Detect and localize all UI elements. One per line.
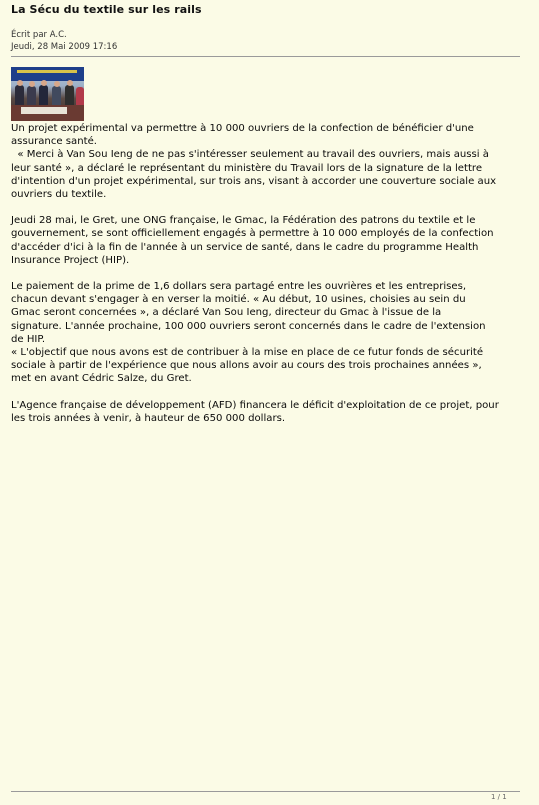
text-line: « Merci à Van Sou Ieng de ne pas s'intéresser seulement au travail des ouvriers, mais aussi à bbox=[11, 149, 489, 161]
footer-divider bbox=[11, 791, 520, 792]
page-number: 1 / 1 bbox=[491, 793, 507, 801]
text-line: Gmac seront concernées », a déclaré Van Sou Ieng, directeur du Gmac à l'issue de la bbox=[11, 307, 442, 319]
paragraph-2 bbox=[11, 214, 521, 267]
header-divider bbox=[11, 56, 520, 57]
photo-person bbox=[76, 87, 84, 107]
photo-person-head bbox=[54, 81, 60, 87]
article-title: La Sécu du textile sur les rails bbox=[11, 3, 202, 16]
text-line: Jeudi 28 mai, le Gret, une ONG française, le Gmac, la Fédération des patrons du textile et le bbox=[11, 215, 476, 227]
photo-banner-stripe bbox=[17, 70, 77, 73]
text-line: d'accéder d'ici à la fin de l'année à un service de santé, dans le cadre du programme Health bbox=[11, 241, 479, 253]
text-line: « L'objectif que nous avons est de contribuer à la mise en place de ce futur fonds de sécurité bbox=[11, 347, 484, 359]
photo-person-head bbox=[17, 80, 23, 86]
article-date: Jeudi, 28 Mai 2009 17:16 bbox=[11, 42, 118, 52]
text-line: les trois années à venir, à hauteur de 650 000 dollars. bbox=[11, 412, 286, 424]
text-line: Insurance Project (HIP). bbox=[11, 254, 130, 266]
photo-documents bbox=[21, 107, 67, 114]
text-line: ouvriers du textile. bbox=[11, 189, 107, 201]
article-body bbox=[11, 122, 521, 425]
paragraph-4 bbox=[11, 399, 521, 425]
text-line: chacun devant s'engager à en verser la moitié. « Au début, 10 usines, choisies au sein du bbox=[11, 294, 466, 306]
text-line: assurance santé. bbox=[11, 136, 98, 148]
text-line: d'intention d'un projet expérimental, sur trois ans, visant à accorder une couverture sociale aux bbox=[11, 175, 497, 187]
text-line: gouvernement, se sont officiellement engagés à permettre à 10 000 employés de la confection bbox=[11, 228, 494, 240]
photo-person bbox=[65, 85, 74, 107]
text-line: L'Agence française de développement (AFD) financera le déficit d'exploitation de ce projet, pour bbox=[11, 399, 499, 411]
photo-person bbox=[39, 85, 48, 107]
article-author: Écrit par A.C. bbox=[11, 30, 67, 40]
text-line: Le paiement de la prime de 1,6 dollars sera partagé entre les ouvrières et les entreprises, bbox=[11, 281, 467, 293]
text-line: sociale à partir de l'expérience que nous allons avoir au cours des trois prochaines années », bbox=[11, 360, 482, 372]
photo-person bbox=[52, 86, 61, 107]
text-line: Un projet expérimental va permettre à 10 000 ouvriers de la confection de bénéficier d'une bbox=[11, 123, 474, 134]
photo-person-head bbox=[41, 80, 47, 86]
text-line: leur santé », a déclaré le représentant du ministère du Travail lors de la signature de la lettre bbox=[11, 162, 483, 174]
paragraph-3 bbox=[11, 280, 521, 386]
text-line: met en avant Cédric Salze, du Gret. bbox=[11, 373, 192, 385]
article-photo bbox=[11, 67, 84, 121]
photo-person-head bbox=[29, 81, 35, 87]
photo-person-head bbox=[67, 80, 73, 86]
paragraph-1 bbox=[11, 122, 521, 201]
photo-person bbox=[27, 86, 36, 107]
photo-person bbox=[15, 85, 24, 107]
article-meta bbox=[11, 29, 117, 53]
text-line: de HIP. bbox=[11, 333, 46, 345]
text-line: signature. L'année prochaine, 100 000 ouvriers seront concernés dans le cadre de l'extension bbox=[11, 320, 486, 332]
